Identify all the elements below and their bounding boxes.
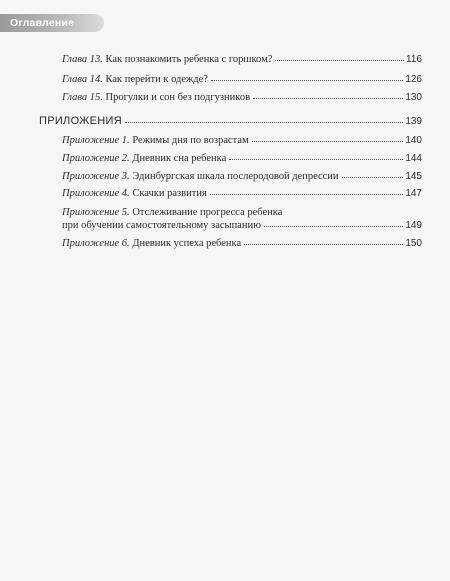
toc-entry-page: 147 (405, 188, 422, 199)
toc-entry-title: Дневник успеха ребенка (132, 238, 242, 249)
toc-entry-label: Глава 14. (62, 74, 103, 85)
toc-entry[interactable] (62, 237, 422, 250)
toc-entry[interactable] (62, 91, 422, 104)
toc-entry-label: Приложение 4. (62, 188, 130, 199)
dot-leader (342, 177, 404, 178)
toc-entry-title: Прогулки и сон без подгузников (105, 92, 251, 103)
toc-entry[interactable] (62, 152, 422, 165)
appendices-page: 139 (405, 116, 422, 127)
toc-entry[interactable] (62, 170, 422, 183)
toc-entry-text (62, 91, 250, 104)
toc-entry-text (62, 134, 249, 147)
toc-entry-text (62, 152, 226, 165)
toc-entry-title: Режимы дня по возрастам (132, 135, 249, 146)
toc-entry[interactable] (62, 53, 422, 66)
toc-entry-page: 149 (405, 220, 422, 231)
toc-entry[interactable] (62, 187, 422, 200)
dot-leader (244, 244, 403, 245)
toc-entry[interactable] (62, 134, 422, 147)
toc-entry-label: Приложение 3. (62, 171, 130, 182)
dot-leader (125, 122, 403, 123)
dot-leader (253, 98, 403, 99)
toc-entry-title-line2: при обучении самостоятельному засыпанию (62, 220, 261, 231)
toc-entry-title: Дневник сна ребенка (132, 153, 227, 164)
toc-entry[interactable] (62, 73, 422, 86)
toc-entry-page: 145 (405, 171, 422, 182)
toc-entry-label: Приложение 2. (62, 153, 130, 164)
toc-entry-title: Как перейти к одежде? (105, 74, 208, 85)
toc-entry-text (62, 170, 339, 183)
toc-entry-text (62, 73, 208, 86)
dot-leader (210, 194, 404, 195)
toc-entry-text (62, 187, 207, 200)
toc-entry-page: 116 (406, 54, 422, 65)
dot-leader (264, 226, 403, 227)
toc-entry-page: 126 (405, 74, 422, 85)
toc-entry-title: Отслеживание прогресса ребенка (132, 207, 283, 218)
toc-entry-label: Приложение 6. (62, 238, 130, 249)
toc-entry-label: Приложение 5. (62, 207, 130, 218)
toc-entry-title: Как познакомить ребенка с горшком? (105, 54, 273, 65)
toc-entry-label: Глава 13. (62, 54, 103, 65)
dot-leader (229, 159, 403, 160)
toc-entry-label: Глава 15. (62, 92, 103, 103)
dot-leader (275, 60, 404, 61)
dot-leader (252, 141, 404, 142)
toc-entry[interactable] (62, 219, 422, 232)
dot-leader (211, 80, 403, 81)
toc-entry-page: 144 (405, 153, 422, 164)
toc-entry-label: Приложение 1. (62, 135, 130, 146)
toc-entry-title: Эдинбургская шкала послеродовой депрессии (132, 171, 339, 182)
toc-entry-text (62, 53, 272, 66)
appendices-heading[interactable] (39, 115, 422, 128)
appendices-title: ПРИЛОЖЕНИЯ (39, 115, 122, 127)
toc-entry-title: Скачки развития (132, 188, 207, 199)
toc-entry-page: 140 (405, 135, 422, 146)
toc-entry-text (62, 237, 241, 250)
section-tab: Оглавление (0, 14, 104, 32)
toc-entry-page: 150 (405, 238, 422, 249)
toc-entry-first-line[interactable] (62, 206, 282, 219)
toc-entry-page: 130 (405, 92, 422, 103)
